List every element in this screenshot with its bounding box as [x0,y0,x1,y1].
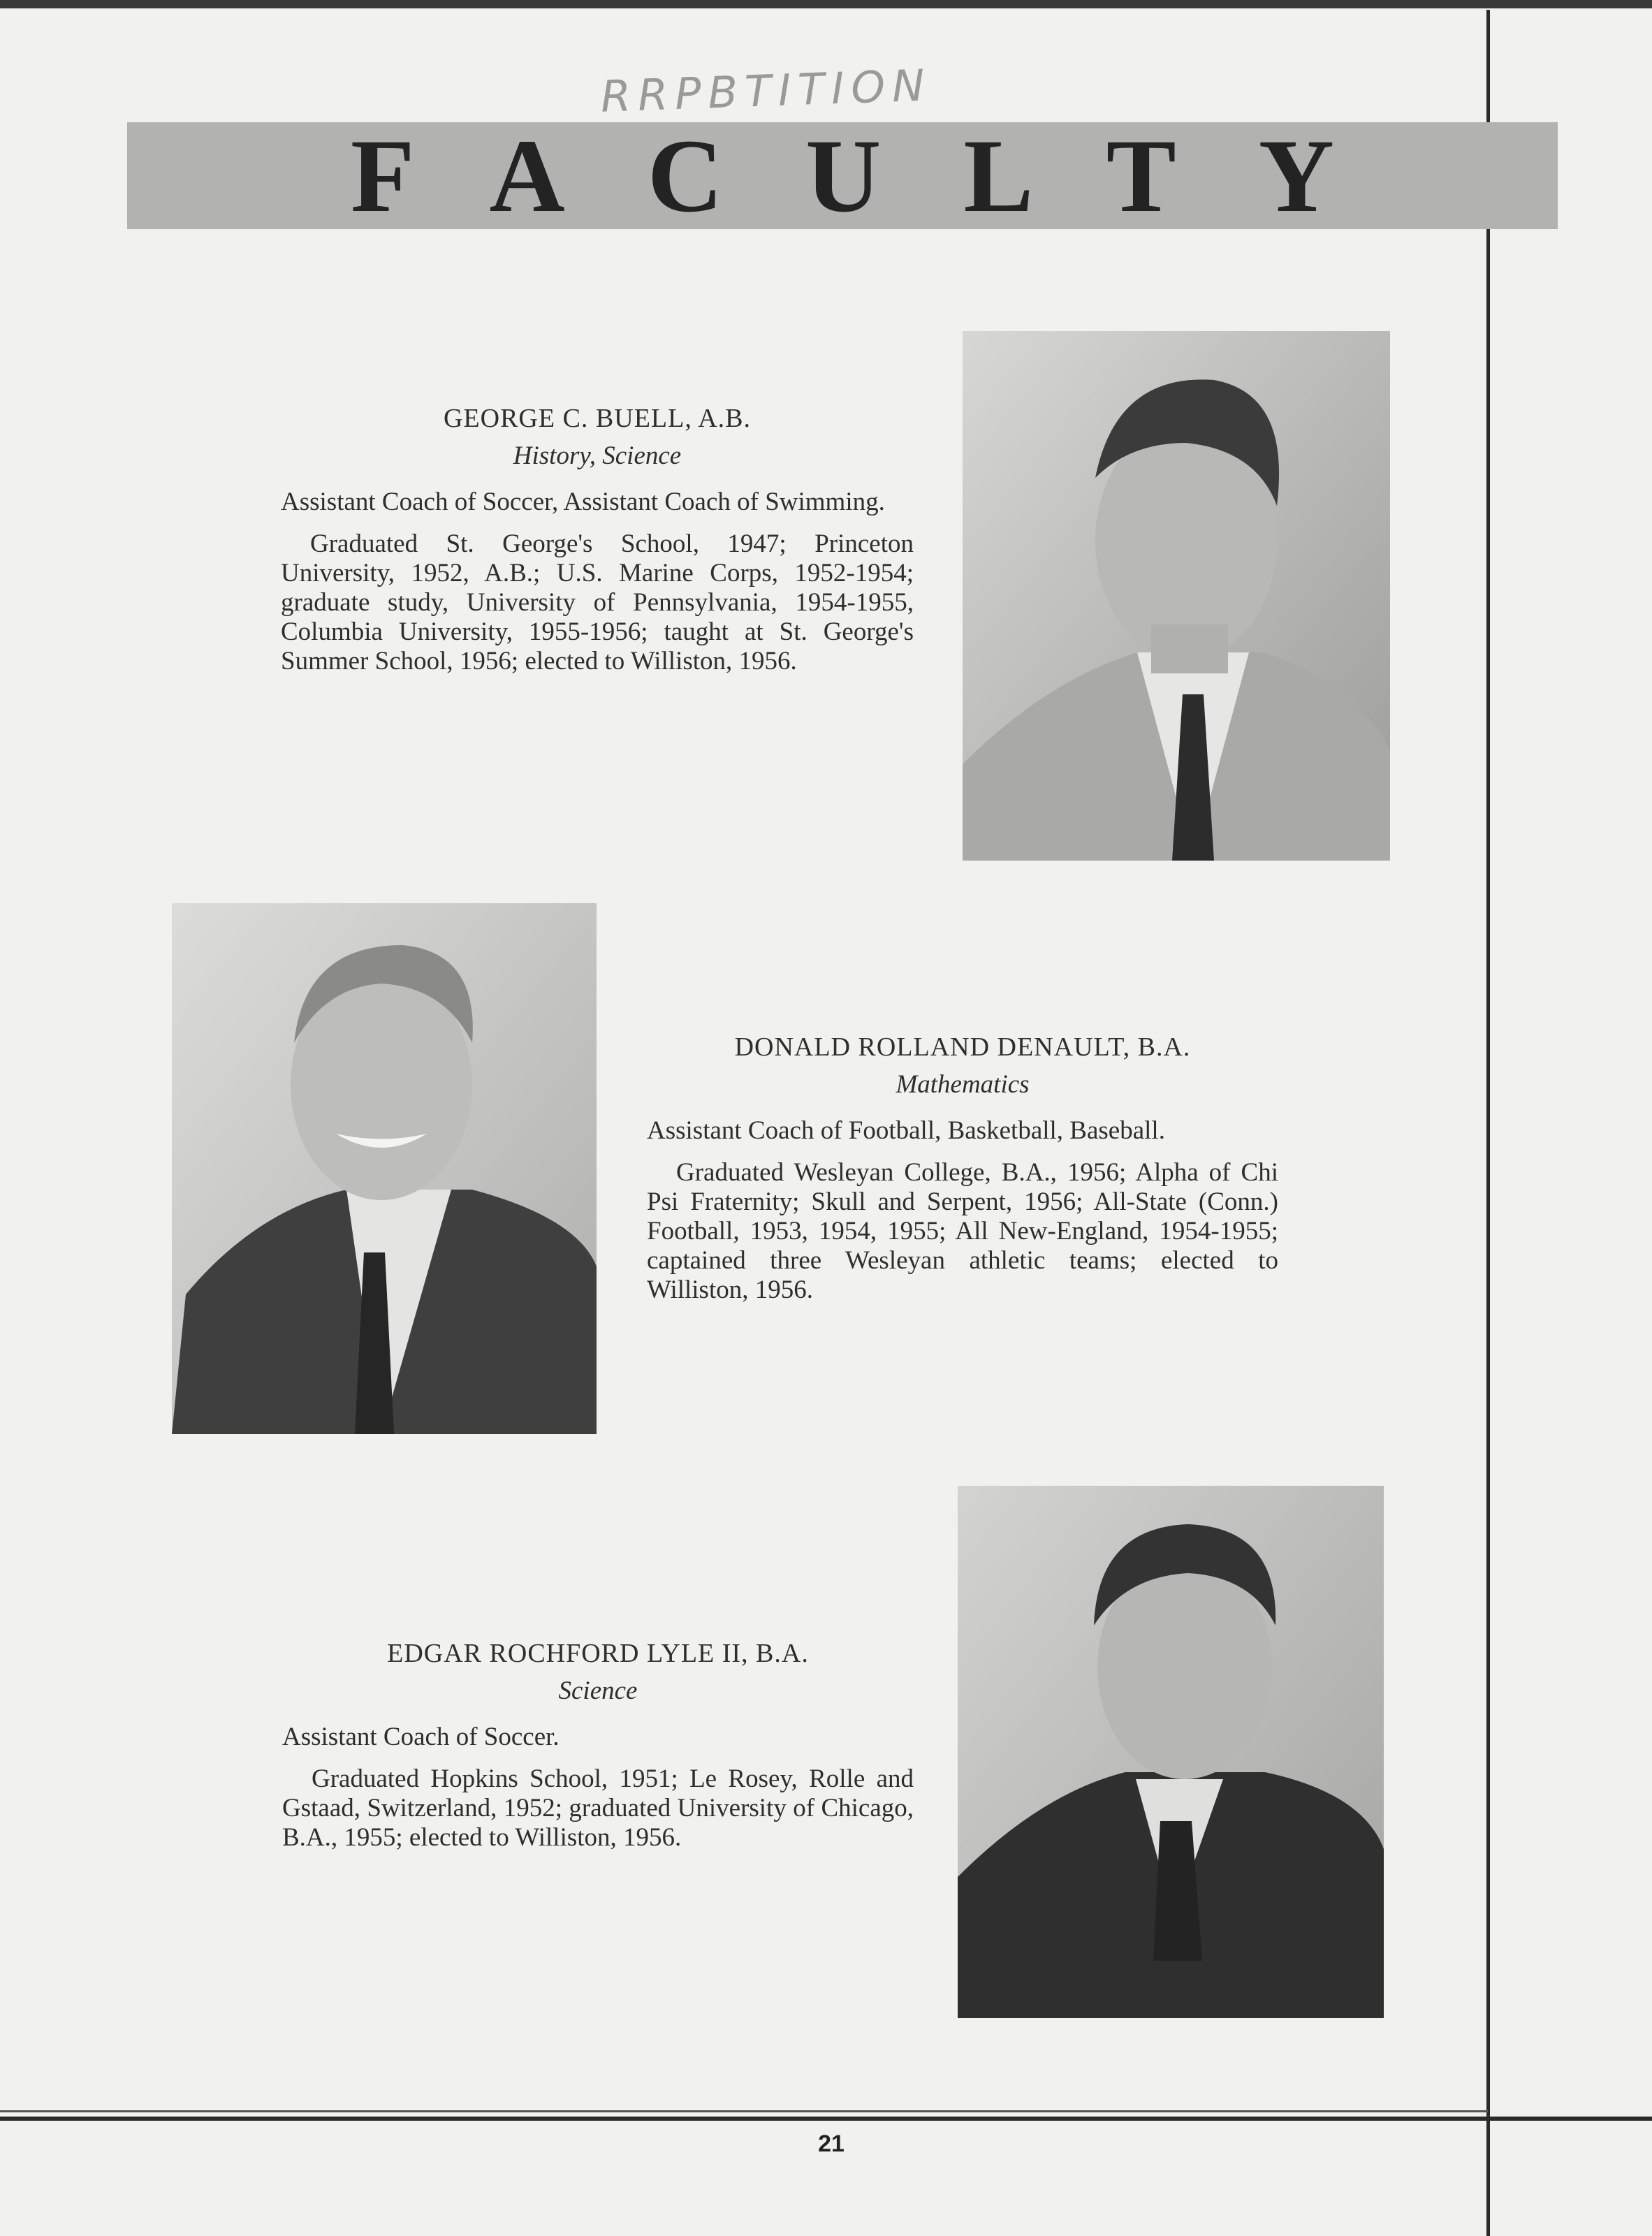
page-number: 21 [818,2131,845,2157]
faculty-duties: Assistant Coach of Soccer. [282,1723,560,1751]
section-title: FACULTY [350,117,1417,234]
footer-rule [0,2117,1652,2121]
portrait-photo-buell [963,331,1390,861]
handwritten-annotation: RRPBTITION [599,59,933,122]
faculty-career: Graduated Wesleyan College, B.A., 1956; Alpha of Chi Psi Fraternity; Skull and Serpent, 1956; All-State (Conn.) Football, 1953, 1954, 1955; All New-England, 1954-1955; captained three Wesleyan athletic teams; elected to Williston, 1956. [647,1158,1278,1304]
faculty-subjects: History, Science [513,441,682,470]
page-top-edge [0,0,1652,8]
faculty-entry-buell [281,404,914,676]
faculty-duties: Assistant Coach of Soccer, Assistant Coach of Swimming. [281,488,885,516]
faculty-career: Graduated St. George's School, 1947; Princeton University, 1952, A.B.; U.S. Marine Corps, 1952-1954; graduate study, University of Pennsylvania, 1954-1955, Columbia University, 1955-1956; taught at St. George's Summer School, 1956; elected to Williston, 1956. [281,529,914,675]
faculty-name: EDGAR ROCHFORD LYLE II, B.A. [387,1639,809,1668]
portrait-photo-denault [172,903,597,1434]
portrait-photo-lyle [958,1486,1384,2018]
faculty-career: Graduated Hopkins School, 1951; Le Rosey, Rolle and Gstaad, Switzerland, 1952; graduated University of Chicago, B.A., 1955; elected to Williston, 1956. [282,1764,914,1852]
faculty-entry-lyle [282,1639,914,1853]
faculty-name: GEORGE C. BUELL, A.B. [443,404,752,433]
binding-rule [1486,10,1490,2236]
faculty-entry-denault [647,1032,1278,1305]
faculty-subjects: Mathematics [896,1070,1030,1099]
faculty-name: DONALD ROLLAND DENAULT, B.A. [734,1032,1191,1062]
faculty-duties: Assistant Coach of Football, Basketball, Baseball. [647,1116,1165,1145]
faculty-subjects: Science [558,1676,638,1705]
footer-rule-thin [0,2110,1488,2112]
